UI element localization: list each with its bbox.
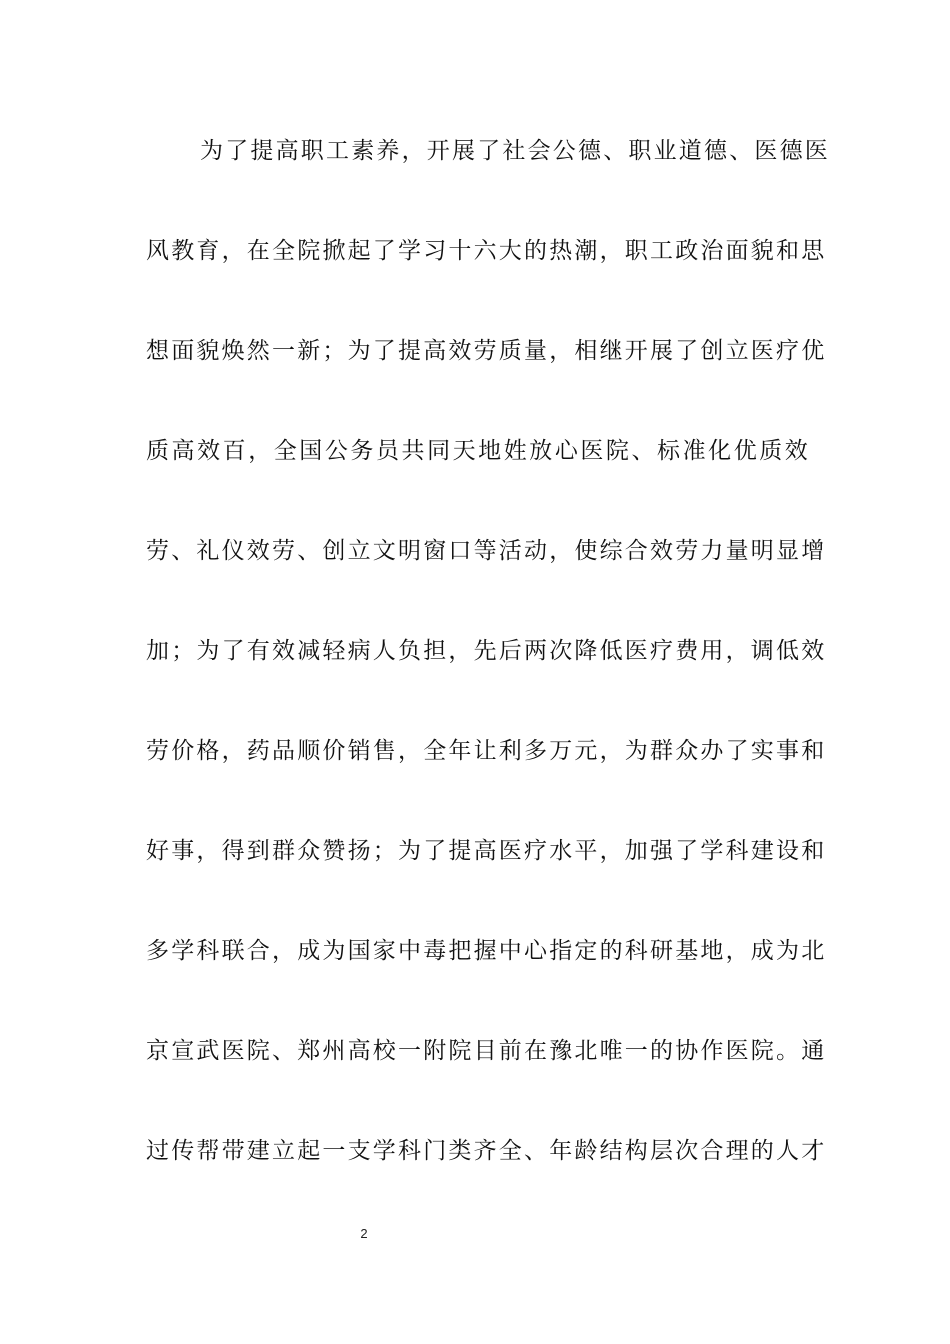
text-line: 风教育，在全院掀起了学习十六大的热潮，职工政治面貌和思 (146, 238, 827, 264)
text-line: 京宣武医院、郑州高校一附院目前在豫北唯一的协作医院。通 (146, 1038, 827, 1064)
text-line: 想面貌焕然一新；为了提高效劳质量，相继开展了创立医疗优 (146, 338, 827, 364)
body-paragraph (146, 126, 830, 1226)
text-line: 劳价格，药品顺价销售，全年让利多万元，为群众办了实事和 (146, 738, 827, 764)
text-line: 质高效百，全国公务员共同天地姓放心医院、标准化优质效 (146, 438, 810, 464)
page-number: 2 (360, 1226, 368, 1241)
text-line: 劳、礼仪效劳、创立文明窗口等活动，使综合效劳力量明显增 (146, 538, 827, 564)
text-line: 好事，得到群众赞扬；为了提高医疗水平，加强了学科建设和 (146, 838, 827, 864)
text-line: 过传帮带建立起一支学科门类齐全、年龄结构层次合理的人才 (146, 1138, 827, 1164)
text-line: 多学科联合，成为国家中毒把握中心指定的科研基地，成为北 (146, 938, 827, 964)
text-line: 为了提高职工素养，开展了社会公德、职业道德、医德医 (200, 138, 830, 164)
text-line: 加；为了有效减轻病人负担，先后两次降低医疗费用，调低效 (146, 638, 827, 664)
